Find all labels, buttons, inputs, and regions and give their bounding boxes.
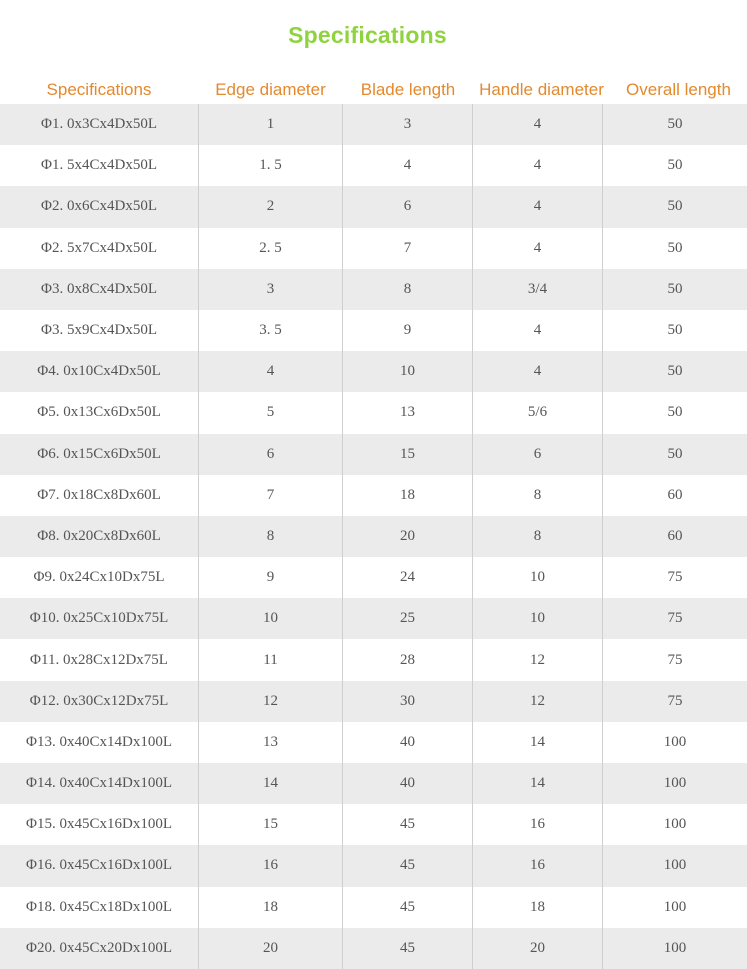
- blade-length-cell: 30: [343, 681, 473, 722]
- blade-length-cell: 8: [343, 269, 473, 310]
- table-row: [0, 887, 747, 928]
- table-row: [0, 475, 747, 516]
- blade-length-cell: 6: [343, 186, 473, 227]
- table-row: [0, 269, 747, 310]
- blade-length-cell: 45: [343, 887, 473, 928]
- spec-cell: Φ8. 0x20Cx8Dx60L: [0, 516, 199, 557]
- overall-length-cell: 50: [667, 445, 683, 462]
- spec-cell: Φ5. 0x13Cx6Dx50L: [0, 392, 199, 433]
- header-blade-length: Blade length: [360, 80, 456, 99]
- edge-diameter-cell: 8: [199, 516, 343, 557]
- blade-length-cell: 18: [343, 475, 473, 516]
- spec-cell: Φ1. 0x3Cx4Dx50L: [0, 104, 199, 145]
- spec-cell: Φ10. 0x25Cx10Dx75L: [0, 598, 199, 639]
- blade-length-cell: 10: [343, 351, 473, 392]
- blade-length-cell: 13: [343, 392, 473, 433]
- handle-diameter-cell: 14: [473, 722, 603, 763]
- overall-length-cell: 50: [667, 157, 683, 174]
- handle-diameter-cell: 8: [473, 516, 603, 557]
- edge-diameter-cell: 2: [199, 186, 343, 227]
- overall-length-cell: 50: [667, 363, 683, 380]
- blade-length-cell: 28: [343, 639, 473, 680]
- overall-length-cell: 100: [663, 939, 687, 956]
- overall-length-cell: 50: [667, 116, 683, 133]
- blade-length-cell: 4: [343, 145, 473, 186]
- overall-length-cell: 60: [667, 486, 683, 503]
- table-row: [0, 557, 747, 598]
- edge-diameter-cell: 14: [199, 763, 343, 804]
- blade-length-cell: 45: [343, 804, 473, 845]
- spec-cell: Φ1. 5x4Cx4Dx50L: [0, 145, 199, 186]
- edge-diameter-cell: 10: [199, 598, 343, 639]
- spec-cell: Φ13. 0x40Cx14Dx100L: [0, 722, 199, 763]
- blade-length-cell: 24: [343, 557, 473, 598]
- spec-cell: Φ7. 0x18Cx8Dx60L: [0, 475, 199, 516]
- table-row: [0, 598, 747, 639]
- table-row: [0, 228, 747, 269]
- overall-length-cell: 75: [667, 569, 683, 586]
- edge-diameter-cell: 7: [199, 475, 343, 516]
- spec-cell: Φ11. 0x28Cx12Dx75L: [0, 639, 199, 680]
- table-row: [0, 639, 747, 680]
- edge-diameter-cell: 1: [199, 104, 343, 145]
- table-row: [0, 928, 747, 969]
- handle-diameter-cell: 12: [473, 639, 603, 680]
- overall-length-cell: 100: [663, 816, 687, 833]
- overall-length-cell: 75: [667, 610, 683, 627]
- blade-length-cell: 45: [343, 928, 473, 969]
- table-row: [0, 434, 747, 475]
- table-row: [0, 516, 747, 557]
- handle-diameter-cell: 20: [473, 928, 603, 969]
- overall-length-cell: 100: [663, 733, 687, 750]
- table-row: [0, 845, 747, 886]
- page-title: Specifications: [288, 22, 447, 48]
- handle-diameter-cell: 4: [473, 104, 603, 145]
- edge-diameter-cell: 13: [199, 722, 343, 763]
- handle-diameter-cell: 4: [473, 310, 603, 351]
- table-row: [0, 145, 747, 186]
- edge-diameter-cell: 12: [199, 681, 343, 722]
- table-row: [0, 392, 747, 433]
- overall-length-cell: 50: [667, 404, 683, 421]
- overall-length-cell: 75: [667, 651, 683, 668]
- overall-length-cell: 100: [663, 775, 687, 792]
- handle-diameter-cell: 4: [473, 351, 603, 392]
- blade-length-cell: 7: [343, 228, 473, 269]
- spec-cell: Φ6. 0x15Cx6Dx50L: [0, 434, 199, 475]
- edge-diameter-cell: 3. 5: [199, 310, 343, 351]
- table-row: [0, 681, 747, 722]
- handle-diameter-cell: 5/6: [473, 392, 603, 433]
- header-overall-length: Overall length: [626, 80, 731, 99]
- handle-diameter-cell: 4: [473, 145, 603, 186]
- overall-length-cell: 50: [667, 280, 683, 297]
- table-row: [0, 763, 747, 804]
- header-handle-diameter: Handle diameter: [479, 80, 604, 99]
- spec-cell: Φ16. 0x45Cx16Dx100L: [0, 845, 199, 886]
- blade-length-cell: 45: [343, 845, 473, 886]
- handle-diameter-cell: 6: [473, 434, 603, 475]
- edge-diameter-cell: 20: [199, 928, 343, 969]
- blade-length-cell: 40: [343, 763, 473, 804]
- table-row: [0, 104, 747, 145]
- table-row: [0, 310, 747, 351]
- overall-length-cell: 100: [663, 857, 687, 874]
- edge-diameter-cell: 11: [199, 639, 343, 680]
- edge-diameter-cell: 6: [199, 434, 343, 475]
- overall-length-cell: 75: [667, 692, 683, 709]
- edge-diameter-cell: 3: [199, 269, 343, 310]
- spec-cell: Φ18. 0x45Cx18Dx100L: [0, 887, 199, 928]
- spec-cell: Φ14. 0x40Cx14Dx100L: [0, 763, 199, 804]
- overall-length-cell: 50: [667, 322, 683, 339]
- handle-diameter-cell: 4: [473, 186, 603, 227]
- edge-diameter-cell: 4: [199, 351, 343, 392]
- edge-diameter-cell: 9: [199, 557, 343, 598]
- handle-diameter-cell: 3/4: [473, 269, 603, 310]
- handle-diameter-cell: 10: [473, 598, 603, 639]
- spec-table: [0, 104, 747, 969]
- blade-length-cell: 20: [343, 516, 473, 557]
- handle-diameter-cell: 16: [473, 804, 603, 845]
- spec-cell: Φ3. 0x8Cx4Dx50L: [0, 269, 199, 310]
- blade-length-cell: 25: [343, 598, 473, 639]
- handle-diameter-cell: 4: [473, 228, 603, 269]
- edge-diameter-cell: 1. 5: [199, 145, 343, 186]
- table-row: [0, 804, 747, 845]
- overall-length-cell: 50: [667, 198, 683, 215]
- edge-diameter-cell: 2. 5: [199, 228, 343, 269]
- header-specifications: Specifications: [46, 80, 152, 99]
- overall-length-cell: 100: [663, 898, 687, 915]
- table-header: [0, 76, 747, 104]
- table-row: [0, 351, 747, 392]
- spec-cell: Φ2. 5x7Cx4Dx50L: [0, 228, 199, 269]
- spec-cell: Φ2. 0x6Cx4Dx50L: [0, 186, 199, 227]
- blade-length-cell: 15: [343, 434, 473, 475]
- edge-diameter-cell: 16: [199, 845, 343, 886]
- handle-diameter-cell: 12: [473, 681, 603, 722]
- header-edge-diameter: Edge diameter: [215, 80, 326, 99]
- overall-length-cell: 50: [667, 239, 683, 256]
- spec-cell: Φ15. 0x45Cx16Dx100L: [0, 804, 199, 845]
- edge-diameter-cell: 5: [199, 392, 343, 433]
- table-row: [0, 186, 747, 227]
- spec-cell: Φ12. 0x30Cx12Dx75L: [0, 681, 199, 722]
- spec-cell: Φ4. 0x10Cx4Dx50L: [0, 351, 199, 392]
- edge-diameter-cell: 18: [199, 887, 343, 928]
- table-row: [0, 722, 747, 763]
- blade-length-cell: 3: [343, 104, 473, 145]
- handle-diameter-cell: 18: [473, 887, 603, 928]
- spec-cell: Φ20. 0x45Cx20Dx100L: [0, 928, 199, 969]
- handle-diameter-cell: 14: [473, 763, 603, 804]
- spec-cell: Φ9. 0x24Cx10Dx75L: [0, 557, 199, 598]
- blade-length-cell: 40: [343, 722, 473, 763]
- blade-length-cell: 9: [343, 310, 473, 351]
- handle-diameter-cell: 8: [473, 475, 603, 516]
- handle-diameter-cell: 16: [473, 845, 603, 886]
- edge-diameter-cell: 15: [199, 804, 343, 845]
- spec-cell: Φ3. 5x9Cx4Dx50L: [0, 310, 199, 351]
- overall-length-cell: 60: [667, 527, 683, 544]
- handle-diameter-cell: 10: [473, 557, 603, 598]
